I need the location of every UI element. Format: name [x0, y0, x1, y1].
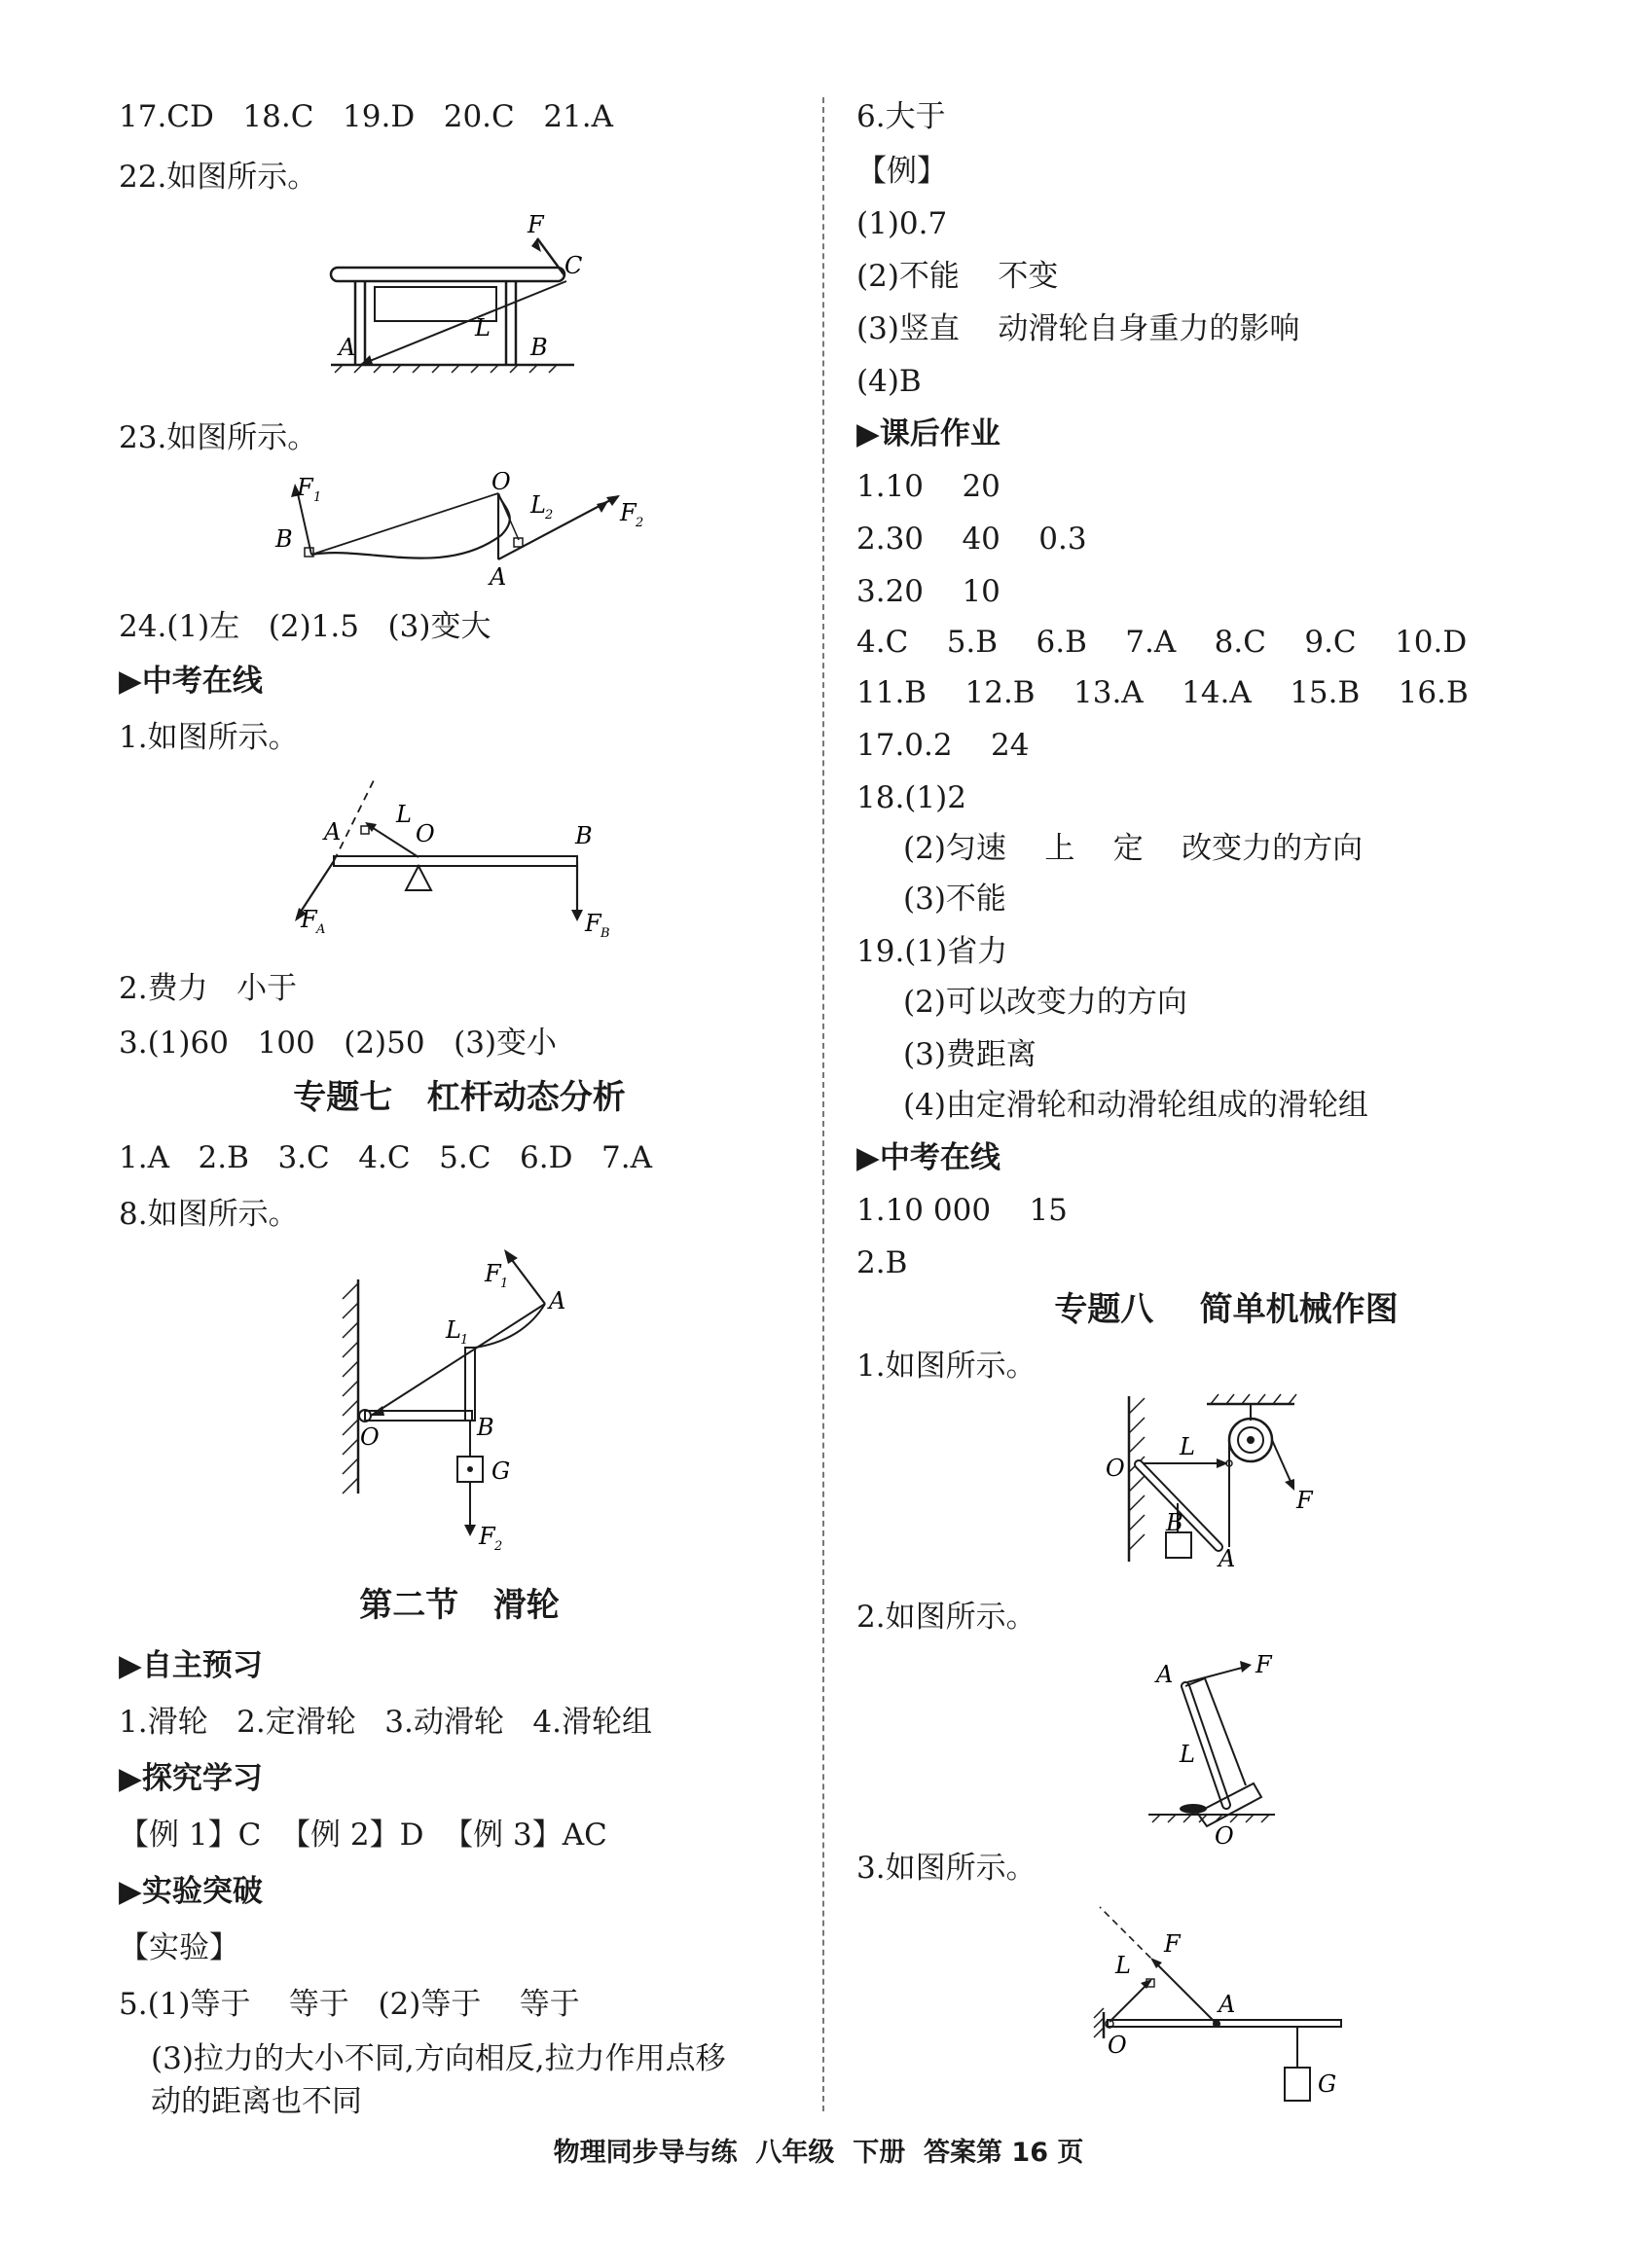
answer-line: (2)不能 不变	[856, 259, 1059, 294]
label: F	[485, 1260, 501, 1287]
figure-r2-hammer	[1139, 1649, 1314, 1854]
label: 1	[500, 1277, 509, 1291]
label: A	[549, 1287, 566, 1314]
answer-line: 3.20 10	[856, 574, 1000, 609]
label: F	[620, 499, 637, 526]
label: A	[1219, 1991, 1236, 2018]
label: 2	[494, 1539, 503, 1554]
label: G	[1318, 2070, 1337, 2098]
section-header: ▶课后作业	[856, 416, 1000, 451]
label: B	[477, 1414, 494, 1441]
answer-line: 动的距离也不同	[151, 2084, 362, 2119]
label: O	[416, 820, 435, 847]
answer-line: (2)匀速 上 定 改变力的方向	[903, 831, 1364, 866]
label: O	[1215, 1822, 1234, 1850]
label: B	[600, 926, 610, 941]
label: 2	[545, 508, 554, 522]
answer-line: 【例】	[856, 154, 947, 189]
label: O	[491, 472, 511, 495]
answer-line: 4.C 5.B 6.B 7.A 8.C 9.C 10.D	[856, 625, 1468, 660]
figure-r3-lever-weight	[1090, 1897, 1353, 2121]
label: C	[564, 252, 583, 279]
label: 1	[460, 1333, 469, 1348]
label: L	[1180, 1741, 1195, 1768]
label: O	[1106, 1455, 1125, 1482]
label: G	[491, 1458, 511, 1485]
figure-lever-zhongkao-1	[287, 764, 618, 958]
section-title: 第二节 滑轮	[359, 1586, 560, 1625]
answer-line: 5.(1)等于 等于 (2)等于 等于	[119, 1987, 580, 2022]
answer-line: (1)0.7	[856, 206, 948, 241]
label: F	[479, 1523, 495, 1550]
answer-line: (3)竖直 动滑轮自身重力的影响	[856, 311, 1300, 346]
answer-line: 3.如图所示。	[856, 1851, 1037, 1886]
answer-line: 2.如图所示。	[856, 1600, 1037, 1635]
label: B	[575, 822, 593, 849]
page-footer: 物理同步导与练 八年级 下册 答案第 16 页	[553, 2138, 1084, 2168]
column-divider	[822, 97, 824, 2111]
answer-line: 6.大于	[856, 99, 946, 134]
answer-line: (4)由定滑轮和动滑轮组成的滑轮组	[903, 1088, 1368, 1123]
answer-line: 2.费力 小于	[119, 971, 298, 1006]
answer-line: 8.如图所示。	[119, 1197, 299, 1232]
answer-line: 1.滑轮 2.定滑轮 3.动滑轮 4.滑轮组	[119, 1705, 652, 1740]
answer-line: 23.如图所示。	[119, 420, 318, 455]
answer-line: 17.CD 18.C 19.D 20.C 21.A	[119, 99, 614, 134]
label: A	[1156, 1661, 1174, 1688]
answer-line: 【实验】	[119, 1930, 239, 1965]
label: L	[396, 801, 412, 828]
label: L	[446, 1316, 461, 1344]
label: A	[490, 563, 507, 591]
label: B	[530, 334, 548, 361]
answer-line: 24.(1)左 (2)1.5 (3)变大	[119, 609, 491, 644]
figure-r1-pulley-lever	[1090, 1386, 1324, 1596]
section-header: ▶中考在线	[856, 1140, 1000, 1175]
label: F	[301, 906, 317, 933]
answer-line: 2.B	[856, 1245, 908, 1280]
answer-line: 1.如图所示。	[119, 720, 299, 755]
label: 2	[636, 516, 644, 530]
answer-line: 1.10 000 15	[856, 1193, 1068, 1228]
answer-line: 3.(1)60 100 (2)50 (3)变小	[119, 1026, 558, 1061]
answer-line: (4)B	[856, 364, 922, 399]
answer-line: 11.B 12.B 13.A 14.A 15.B 16.B	[856, 675, 1469, 710]
label: F	[527, 211, 544, 238]
answer-line: 1.如图所示。	[856, 1349, 1037, 1384]
answer-line: (3)费距离	[903, 1037, 1037, 1072]
label: F	[1296, 1487, 1313, 1514]
label: L	[1180, 1433, 1195, 1460]
label: A	[316, 922, 326, 937]
label: B	[275, 525, 293, 553]
label: 1	[313, 490, 322, 505]
label: O	[1108, 2032, 1127, 2059]
label: A	[1219, 1545, 1236, 1572]
answer-line: 19.(1)省力	[856, 934, 1008, 969]
answer-line: 【例 1】C 【例 2】D 【例 3】AC	[119, 1818, 607, 1853]
label: O	[360, 1423, 380, 1451]
answer-line: (3)不能	[903, 882, 1006, 917]
label: F	[1255, 1651, 1272, 1678]
answer-line: 22.如图所示。	[119, 160, 318, 195]
label: A	[339, 334, 356, 361]
section-title: 专题八 简单机械作图	[1054, 1290, 1399, 1329]
answer-line: 18.(1)2	[856, 780, 966, 815]
answer-line: (2)可以改变力的方向	[903, 985, 1187, 1020]
label: F	[585, 910, 601, 937]
figure-22-table-lever	[321, 209, 613, 404]
section-title: 专题七 杠杆动态分析	[293, 1078, 626, 1117]
figure-23-lever-forces	[268, 472, 667, 594]
label: L	[530, 491, 546, 519]
answer-line: 2.30 40 0.3	[856, 522, 1087, 557]
answer-line: 17.0.2 24	[856, 728, 1030, 763]
label: F	[297, 474, 313, 501]
label: L	[475, 314, 491, 342]
section-header: ▶中考在线	[119, 664, 263, 699]
label: B	[1166, 1509, 1183, 1536]
section-header: ▶探究学习	[119, 1761, 263, 1796]
section-header: ▶实验突破	[119, 1874, 263, 1909]
answer-line: 1.10 20	[856, 469, 1000, 504]
label: L	[1115, 1952, 1131, 1979]
label: A	[324, 818, 342, 846]
answer-line: 1.A 2.B 3.C 4.C 5.C 6.D 7.A	[119, 1140, 652, 1175]
figure-8-wall-lever	[331, 1241, 584, 1562]
label: F	[1164, 1930, 1181, 1958]
answer-line: (3)拉力的大小不同,方向相反,拉力作用点移	[151, 2041, 726, 2076]
section-header: ▶自主预习	[119, 1648, 263, 1683]
